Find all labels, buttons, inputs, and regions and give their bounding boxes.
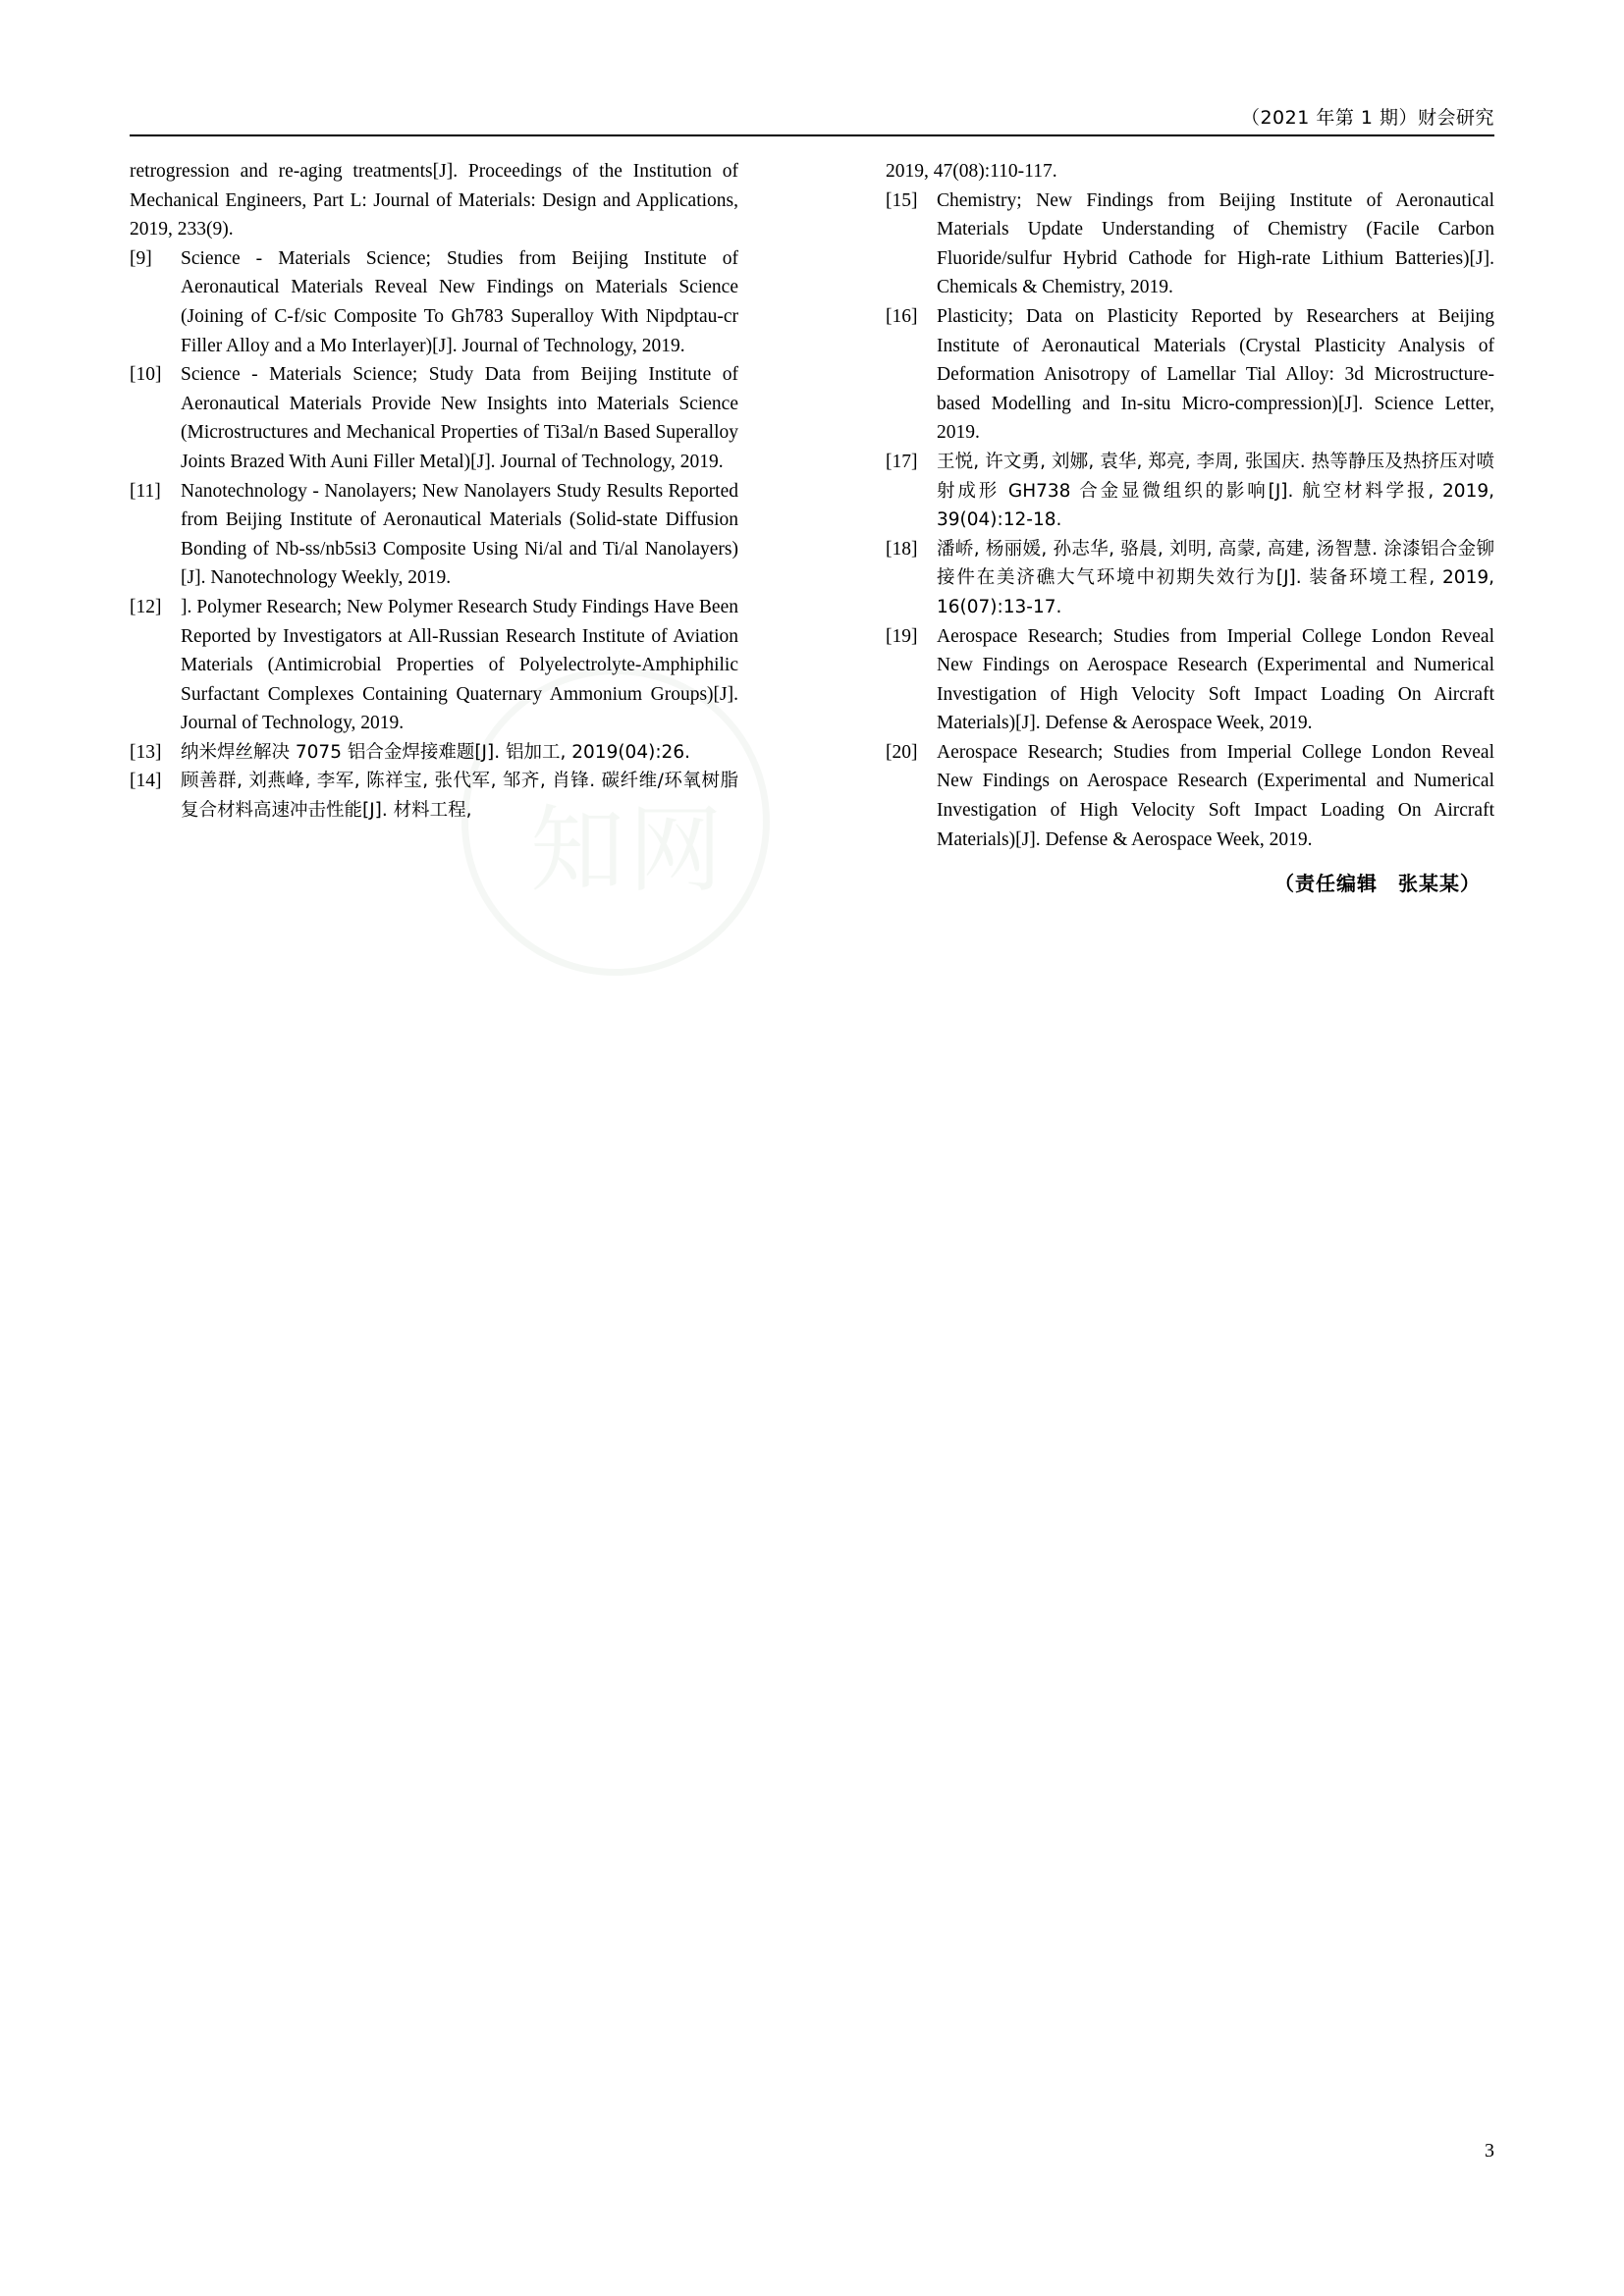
list-item	[130, 738, 738, 768]
reference-number: [18]	[886, 538, 918, 560]
reference-continuation: 2019, 47(08):110-117.	[886, 161, 1057, 182]
list-item	[886, 535, 1494, 622]
list-item	[130, 360, 738, 476]
reference-text: Science - Materials Science; Study Data from Beijing Institute of Aeronautical Materials Provide New Insights into Materials Science (Microstructures and Mechanical Properties of Ti3al/n Based Superalloy Joints Brazed With Auni Filler Metal)[J]. Journal of Technology, 2019.	[181, 364, 738, 472]
reference-continuation: retrogression and re-aging treatments[J]. Proceedings of the Institution of Mechanical Engineers, Part L: Journal of Materials: Design and Applications, 2019, 233(9).	[130, 161, 738, 240]
reference-text: Aerospace Research; Studies from Imperial College London Reveal New Findings on Aerospace Research (Experimental and Numerical Investigation of High Velocity Soft Impact Loading On Aircraft Materials)[J]. Defense & Aerospace Week, 2019.	[937, 741, 1494, 850]
list-item	[886, 187, 1494, 302]
reference-number: [13]	[130, 741, 162, 763]
reference-number: [19]	[886, 625, 918, 647]
reference-number: [20]	[886, 741, 918, 763]
watermark-text: 知网	[530, 798, 727, 903]
list-item	[130, 593, 738, 738]
reference-text: 潘峤, 杨丽媛, 孙志华, 骆晨, 刘明, 高蒙, 高建, 汤智慧. 涂漆铝合金铆接件在美济礁大气环境中初期失效行为[J]. 装备环境工程, 2019, 16(07):13-17.	[937, 538, 1494, 617]
reference-text: Science - Materials Science; Studies from Beijing Institute of Aeronautical Materials Reveal New Findings on Materials Science (Joining of C-f/sic Composite To Gh783 Superalloy With Nipdptau-cr Filler Alloy and a Mo Interlayer)[J]. Journal of Technology, 2019.	[181, 247, 738, 356]
reference-number: [16]	[886, 305, 918, 327]
list-item	[886, 738, 1494, 854]
reference-text: Aerospace Research; Studies from Imperial College London Reveal New Findings on Aerospace Research (Experimental and Numerical Investigation of High Velocity Soft Impact Loading On Aircraft Materials)[J]. Defense & Aerospace Week, 2019.	[937, 625, 1494, 734]
reference-number: [11]	[130, 480, 161, 502]
reference-text: Nanotechnology - Nanolayers; New Nanolayers Study Results Reported from Beijing Institute of Aeronautical Materials (Solid-state Diffusion Bonding of Nb-ss/nb5si3 Composite Using Ni/al and Ti/al Nanolayers)[J]. Nanotechnology Weekly, 2019.	[181, 480, 738, 589]
header-divider	[130, 134, 1494, 136]
list-item	[130, 767, 738, 825]
reference-number: [14]	[130, 771, 162, 792]
editor-note: （责任编辑 张某某）	[1274, 872, 1481, 896]
reference-number: [9]	[130, 247, 152, 269]
list-item	[886, 302, 1494, 448]
list-item	[130, 477, 738, 593]
reference-number: [12]	[130, 596, 162, 617]
reference-text: 顾善群, 刘燕峰, 李军, 陈祥宝, 张代军, 邹齐, 肖锋. 碳纤维/环氧树脂复合材料高速冲击性能[J]. 材料工程,	[181, 771, 738, 822]
list-item	[886, 448, 1494, 535]
page-number: 3	[1485, 2140, 1494, 2162]
reference-text: ]. Polymer Research; New Polymer Research Study Findings Have Been Reported by Investigators at All-Russian Research Institute of Aviation Materials (Antimicrobial Properties of Polyelectrolyte-Amphiphilic Surfactant Complexes Containing Quaternary Ammonium Groups)[J]. Journal of Technology, 2019.	[181, 596, 738, 734]
reference-number: [15]	[886, 189, 918, 211]
left-column	[130, 157, 738, 896]
reference-number: [10]	[130, 364, 162, 386]
reference-text: Chemistry; New Findings from Beijing Institute of Aeronautical Materials Update Understanding of Chemistry (Facile Carbon Fluoride/sulfur Hybrid Cathode for High-rate Lithium Batteries)[J]. Chemicals & Chemistry, 2019.	[937, 189, 1494, 298]
reference-text: 王悦, 许文勇, 刘娜, 袁华, 郑亮, 李周, 张国庆. 热等静压及热挤压对喷射成形 GH738 合金显微组织的影响[J]. 航空材料学报, 2019, 39(04):12-18.	[937, 451, 1494, 531]
reference-text: Plasticity; Data on Plasticity Reported by Researchers at Beijing Institute of Aeronautical Materials (Crystal Plasticity Analysis of Deformation Anisotropy of Lamellar Tial Alloy: 3d Microstructure-based Modelling and In-situ Micro-compression)[J]. Science Letter, 2019.	[937, 305, 1494, 444]
reference-text: 纳米焊丝解决 7075 铝合金焊接难题[J]. 铝加工, 2019(04):26.	[181, 741, 690, 763]
right-column	[886, 157, 1494, 896]
page-header: （2021 年第 1 期）财会研究	[1240, 107, 1494, 129]
body-columns	[130, 157, 1494, 896]
reference-number: [17]	[886, 451, 918, 472]
list-item	[886, 622, 1494, 738]
list-item	[130, 244, 738, 360]
